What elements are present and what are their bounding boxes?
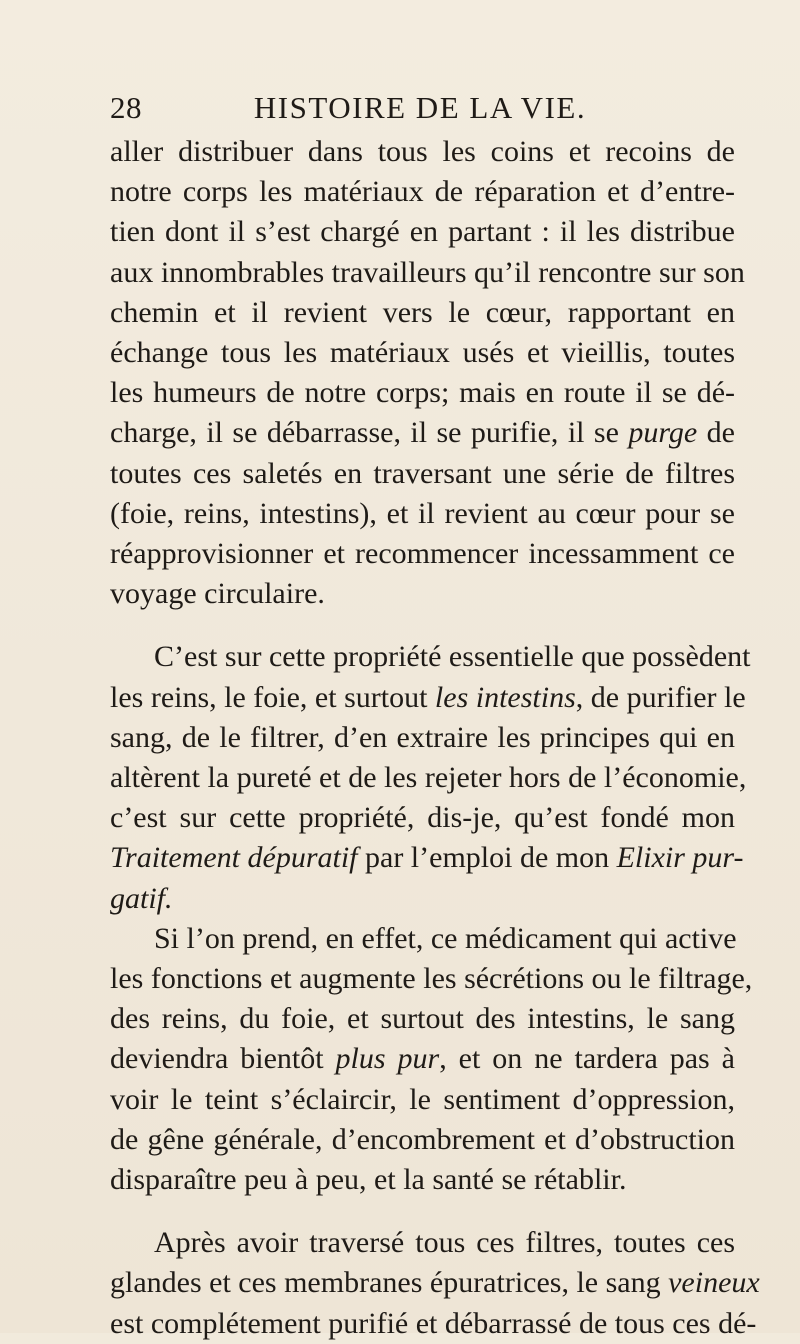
- text-line: des reins, du foie, et surtout des intestins, le sang: [110, 1002, 735, 1036]
- text-line: [110, 879, 735, 919]
- text-line: [110, 1263, 760, 1303]
- text-line: toutes ces saletés en traversant une série de filtres: [110, 456, 735, 490]
- italic-title-traitement: Traitement dépuratif: [110, 841, 358, 875]
- text-line: C’est sur cette propriété essentielle que possèdent: [154, 640, 751, 674]
- text-run: de: [697, 416, 735, 450]
- text-line: échange tous les matériaux usés et vieillis, toutes: [110, 336, 735, 370]
- text-line: tien dont il s’est chargé en partant : il les distribue: [110, 215, 735, 249]
- text-line: Si l’on prend, en effet, ce médicament qui active: [154, 921, 737, 955]
- paragraph-4: [110, 1223, 760, 1344]
- italic-title-elixir-end: gatif.: [110, 881, 173, 915]
- text-line: [110, 1039, 735, 1079]
- text-line: est complétement purifié et débarrassé de tous ces dé-: [110, 1306, 757, 1340]
- text-run: , de purifier le: [575, 680, 746, 714]
- body-text: [110, 132, 760, 1344]
- text-run: les reins, le foie, et surtout: [110, 680, 435, 714]
- text-line: chemin et il revient vers le cœur, rapportant en: [110, 295, 735, 329]
- text-line: voyage circulaire.: [110, 577, 325, 611]
- text-run: glandes et ces membranes épuratrices, le sang: [110, 1266, 669, 1300]
- text-line: aux innombrables travailleurs qu’il rencontre sur son: [110, 255, 745, 289]
- italic-term-plus-pur: plus pur: [335, 1042, 440, 1076]
- italic-term-veineux: veineux: [668, 1266, 760, 1300]
- running-head: [110, 88, 730, 128]
- text-run: , et on ne tardera pas à: [439, 1042, 736, 1076]
- italic-term-purge: purge: [628, 416, 698, 450]
- running-title: HISTOIRE DE LA VIE.: [253, 90, 587, 125]
- paragraph-2: [110, 637, 751, 918]
- italic-term-intestins: les intestins: [434, 680, 576, 714]
- italic-title-elixir: Elixir pur-: [616, 841, 744, 875]
- text-line: Après avoir traversé tous ces filtres, toutes ces: [154, 1226, 735, 1260]
- text-line: notre corps les matériaux de réparation et d’entre-: [110, 175, 735, 209]
- text-line: sang, de le filtrer, d’en extraire les principes qui en: [110, 720, 735, 754]
- paragraph-3: [110, 919, 753, 1200]
- text-line: c’est sur cette propriété, dis-je, qu’est fondé mon: [110, 801, 735, 835]
- page-number: 28: [110, 90, 142, 125]
- text-run: par l’emploi de mon: [357, 841, 617, 875]
- text-run: charge, il se débarrasse, il se purifie, il se: [110, 416, 629, 450]
- text-line: [110, 838, 744, 878]
- text-run: deviendra bientôt: [110, 1042, 336, 1076]
- text-line: (foie, reins, intestins), et il revient au cœur pour se: [110, 496, 735, 530]
- text-line: les fonctions et augmente les sécrétions ou le filtrage,: [110, 962, 753, 996]
- text-line: disparaître peu à peu, et la santé se rétablir.: [110, 1163, 627, 1197]
- text-line: [110, 413, 735, 453]
- text-line: aller distribuer dans tous les coins et recoins de: [110, 135, 735, 168]
- text-line: réapprovisionner et recommencer incessamment ce: [110, 537, 735, 571]
- text-line: les humeurs de notre corps; mais en route il se dé-: [110, 376, 735, 410]
- text-line: altèrent la pureté et de les rejeter hors de l’économie,: [110, 761, 747, 795]
- text-line: voir le teint s’éclaircir, le sentiment d’oppression,: [110, 1082, 735, 1116]
- text-line: de gêne générale, d’encombrement et d’obstruction: [110, 1122, 735, 1156]
- paragraph-1: [110, 132, 745, 614]
- text-line: [110, 678, 746, 718]
